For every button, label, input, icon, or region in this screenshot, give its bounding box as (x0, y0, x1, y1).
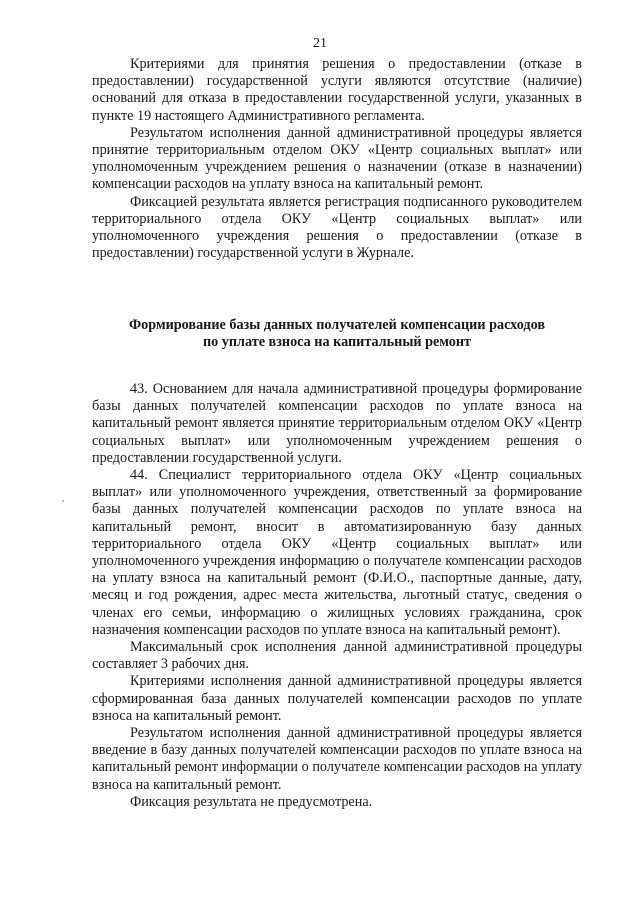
paragraph-criteria-database: Критериями исполнения данной административной процедуры является сформированная база данных получателей компенсации расходов по уплате взноса на капитальный ремонт. (92, 673, 582, 724)
paragraph-max-term: Максимальный срок исполнения данной административной процедуры составляет 3 рабочих дня. (92, 639, 582, 673)
page-number: 21 (313, 36, 327, 51)
paragraph-fixation-none: Фиксация результата не предусмотрена. (130, 793, 373, 810)
paragraph-44: 44. Специалист территориального отдела ОКУ «Центр социальных выплат» или уполномоченного учреждения, ответственный за формирование базы данных получателей компенсации расходов по уплате взноса на капитальный ремонт, вносит в автоматизированную базу данных территориального отдела ОКУ «Центр социальных выплат» или уполномоченного учреждения информацию о получателе компенсации расходов на уплату взноса на капитальный ремонт (Ф.И.О., паспортные данные, дату, месяц и год рождения, адрес места жительства, льготный статус, сведения о членах его семьи, информацию о жилищных условиях гражданина, срок назначения компенсации расходов по уплате взноса на капитальный ремонт). (92, 467, 582, 638)
paragraph-result-decision: Результатом исполнения данной административной процедуры является принятие территориальным отделом ОКУ «Центр социальных выплат» или уполномоченным учреждением решения о назначении (отказе в назначении) компенсации расходов на уплату взноса на капитальный ремонт. (92, 124, 582, 193)
paragraph-result-database: Результатом исполнения данной административной процедуры является введение в базу данных получателей компенсации расходов по уплате взноса на капитальный ремонт информации о получателе компенсации расходов на уплату взноса на капитальный ремонт. (92, 725, 582, 793)
section-heading-line-2: по уплате взноса на капитальный ремонт (202, 334, 472, 351)
paragraph-43: 43. Основанием для начала административной процедуры формирование базы данных получателей компенсации расходов по уплате взноса на капитальный ремонт является принятие территориальным отделом ОКУ «Центр социальных выплат» или уполномоченным учреждением решения о предоставлении государственной услуги. (92, 381, 582, 466)
paragraph-fixation-journal: Фиксацией результата является регистрация подписанного руководителем территориального отдела ОКУ «Центр социальных выплат» или уполномоченного учреждения решения о предоставлении (отказе в предоставлении) государственной услуги в Журнале. (92, 193, 582, 262)
bottom-text-block (92, 381, 582, 811)
paragraph-criteria-decision: Критериями для принятия решения о предоставлении (отказе в предоставлении) государственной услуги являются отсутствие (наличие) оснований для отказа в предоставлении государственной услуги, указанных в пункте 19 настоящего Административного регламента. (92, 56, 582, 124)
section-heading (92, 317, 582, 351)
top-text-block (92, 56, 582, 262)
section-heading-line-1: Формирование базы данных получателей компенсации расходов (129, 317, 545, 333)
scan-speck (62, 500, 64, 502)
